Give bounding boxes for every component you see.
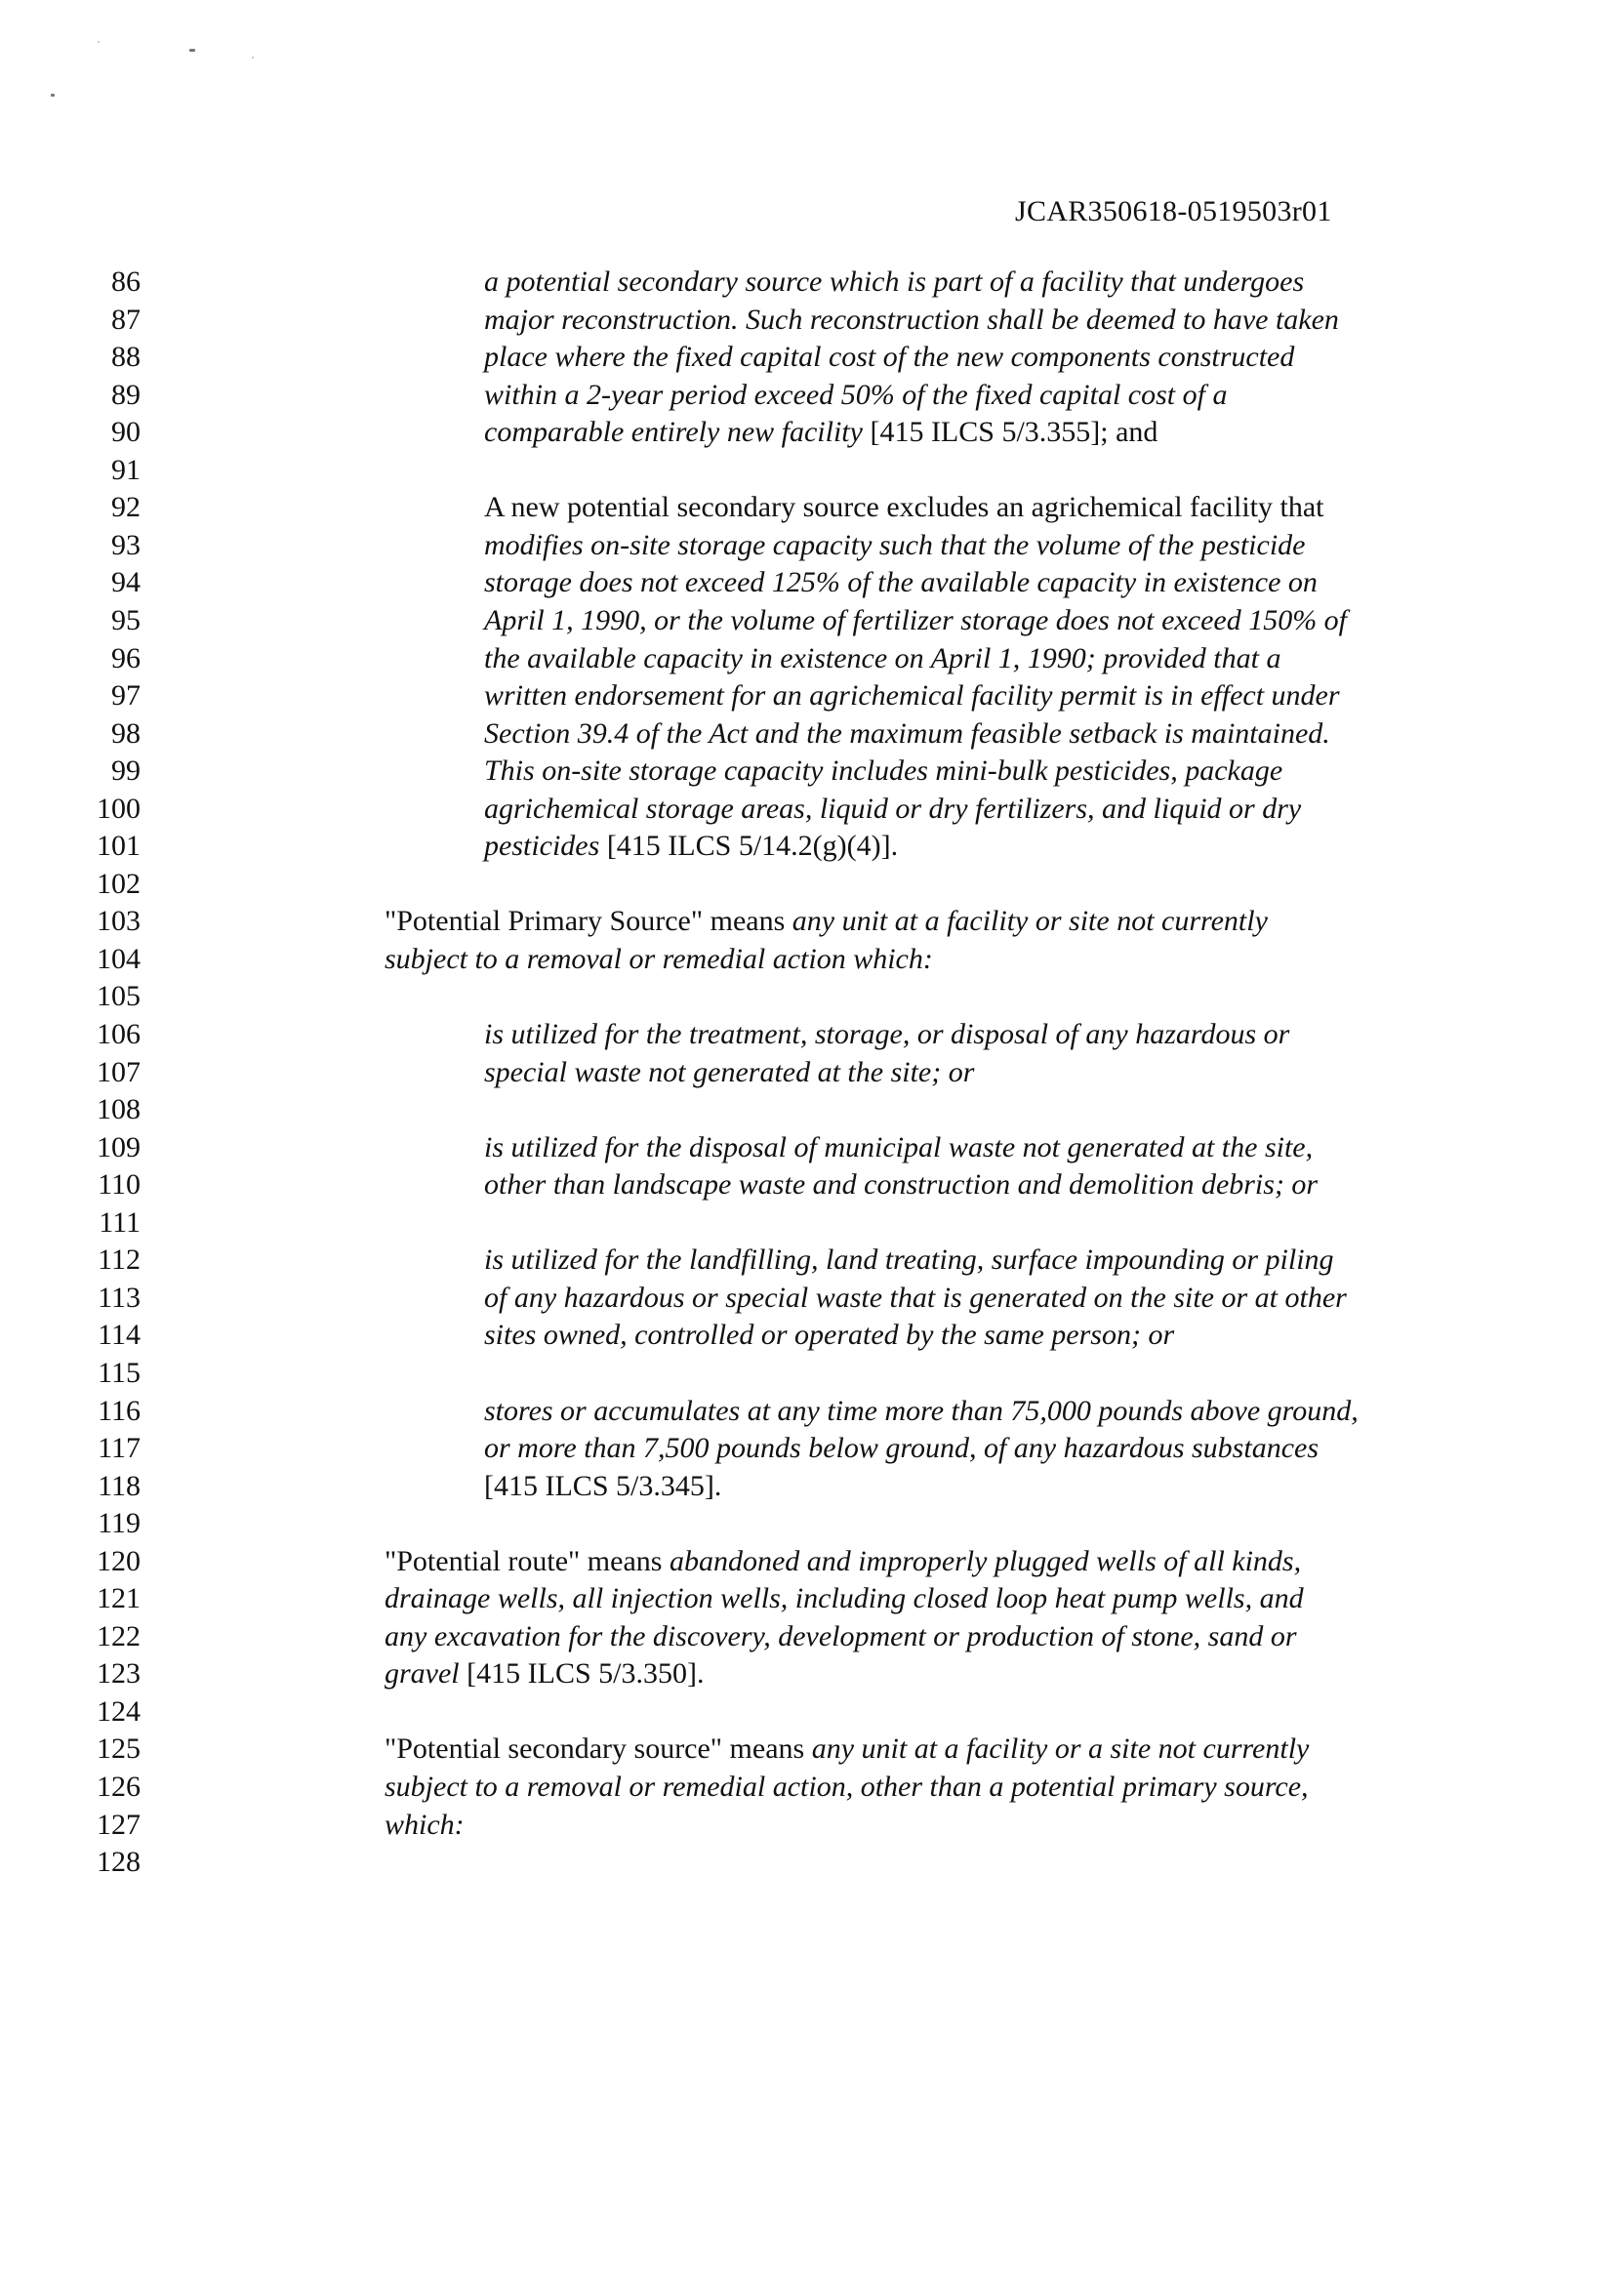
document-line (0, 903, 1624, 940)
line-number: 96 (111, 641, 141, 674)
italic-text: or more than 7,500 pounds below ground, of any hazardous substances (484, 1432, 1319, 1465)
line-number: 95 (111, 603, 141, 636)
document-line (0, 1355, 1624, 1392)
document-line (0, 1430, 1624, 1467)
document-line (0, 1655, 1624, 1692)
line-number: 106 (97, 1018, 141, 1050)
document-line (0, 1807, 1624, 1844)
document-line (0, 828, 1624, 865)
line-text (484, 489, 1324, 526)
line-number: 114 (98, 1319, 141, 1352)
line-text (484, 1016, 1289, 1053)
line-text (385, 941, 933, 978)
italic-text: any unit at a facility or site not currently (792, 905, 1268, 938)
line-text (385, 1731, 1309, 1768)
italic-text: abandoned and improperly plugged wells of all kinds, (669, 1544, 1302, 1577)
line-text (484, 1242, 1334, 1279)
document-line (0, 1091, 1624, 1128)
line-number: 120 (97, 1544, 141, 1577)
document-line (0, 602, 1624, 639)
line-text (484, 1393, 1359, 1430)
document-line (0, 1618, 1624, 1655)
scan-speck (51, 94, 55, 97)
line-text (484, 791, 1301, 828)
document-line (0, 1844, 1624, 1881)
line-text (484, 753, 1282, 790)
italic-text: April 1, 1990, or the volume of fertilizer storage does not exceed 150% of (484, 603, 1348, 636)
line-number: 97 (111, 679, 141, 713)
line-text (484, 1054, 974, 1091)
italic-text: is utilized for the disposal of municipal waste not generated at the site, (484, 1130, 1314, 1163)
italic-text: is utilized for the landfilling, land treating, surface impounding or piling (484, 1243, 1334, 1277)
line-text (484, 1166, 1318, 1203)
italic-text: within a 2-year period exceed 50% of the fixed capital cost of a (484, 378, 1228, 411)
line-text (484, 1129, 1313, 1166)
line-text (484, 715, 1330, 753)
line-number: 89 (111, 378, 141, 411)
italic-text: place where the fixed capital cost of the new components constructed (484, 341, 1295, 374)
line-number: 102 (97, 867, 141, 900)
line-text (484, 1468, 721, 1505)
line-number: 92 (111, 491, 141, 524)
document-line (0, 489, 1624, 526)
line-number: 93 (111, 528, 141, 561)
document-line (0, 414, 1624, 451)
line-number: 128 (97, 1846, 141, 1879)
italic-text: the available capacity in existence on April 1, 1990; provided that a (484, 641, 1281, 674)
line-text (385, 1543, 1301, 1580)
line-text (484, 1430, 1319, 1467)
line-number: 123 (97, 1657, 141, 1691)
document-line (0, 640, 1624, 677)
line-number: 104 (97, 942, 141, 975)
scan-speck (98, 41, 100, 43)
document-line (0, 1242, 1624, 1279)
line-text (385, 1655, 704, 1692)
line-number: 117 (98, 1432, 141, 1465)
italic-text: which: (385, 1808, 465, 1841)
line-text (484, 564, 1318, 601)
line-number: 100 (97, 792, 141, 825)
line-number: 86 (111, 265, 141, 298)
document-line (0, 1731, 1624, 1768)
line-number: 107 (97, 1055, 141, 1088)
document-line (0, 1693, 1624, 1731)
line-number: 99 (111, 754, 141, 788)
scan-speck (189, 49, 195, 52)
italic-text: agrichemical storage areas, liquid or dry fertilizers, and liquid or dry (484, 792, 1302, 825)
document-line (0, 978, 1624, 1015)
line-number: 126 (97, 1771, 141, 1803)
italic-text: written endorsement for an agrichemical facility permit is in effect under (484, 679, 1340, 713)
line-text (484, 264, 1304, 301)
document-line (0, 677, 1624, 714)
document-line (0, 941, 1624, 978)
line-text (484, 527, 1305, 564)
roman-text: [415 ILCS 5/3.345]. (484, 1469, 722, 1502)
document-line (0, 1054, 1624, 1091)
line-text (484, 302, 1339, 339)
line-number: 88 (111, 341, 141, 374)
roman-text: [415 ILCS 5/14.2(g)(4)]. (599, 830, 899, 863)
line-text (385, 1618, 1297, 1655)
line-number: 118 (98, 1469, 141, 1502)
italic-text: sites owned, controlled or operated by the same person; or (484, 1319, 1175, 1352)
line-number: 90 (111, 416, 141, 449)
line-number: 119 (98, 1507, 141, 1540)
line-number: 109 (97, 1130, 141, 1163)
italic-text: stores or accumulates at any time more than 75,000 pounds above ground, (484, 1394, 1359, 1427)
roman-text: "Potential Primary Source" means (385, 905, 792, 938)
document-line (0, 1129, 1624, 1166)
line-text (385, 1807, 465, 1844)
document-line (0, 452, 1624, 489)
italic-text: subject to a removal or remedial action which: (385, 942, 933, 975)
roman-text: A new potential secondary source excludes an agrichemical facility that (484, 491, 1324, 524)
line-text (484, 677, 1340, 714)
roman-text: "Potential secondary source" means (385, 1732, 812, 1766)
line-number: 121 (97, 1582, 141, 1615)
document-line (0, 339, 1624, 376)
document-line (0, 302, 1624, 339)
italic-text: major reconstruction. Such reconstruction shall be deemed to have taken (484, 303, 1339, 336)
italic-text: drainage wells, all injection wells, including closed loop heat pump wells, and (385, 1582, 1304, 1615)
italic-text: gravel (385, 1657, 460, 1691)
line-number: 113 (98, 1281, 141, 1314)
italic-text: Section 39.4 of the Act and the maximum feasible setback is maintained. (484, 716, 1330, 750)
document-line (0, 264, 1624, 301)
italic-text: of any hazardous or special waste that is generated on the site or at other (484, 1281, 1347, 1314)
italic-text: storage does not exceed 125% of the available capacity in existence on (484, 566, 1318, 599)
line-number: 98 (111, 716, 141, 750)
document-line (0, 1166, 1624, 1203)
line-text (484, 339, 1294, 376)
line-number: 116 (98, 1394, 141, 1427)
document-id-header: JCAR350618-0519503r01 (1015, 195, 1332, 227)
roman-text: [415 ILCS 5/3.355]; and (862, 416, 1158, 449)
document-line (0, 527, 1624, 564)
line-text (484, 1317, 1174, 1354)
document-line (0, 1280, 1624, 1317)
italic-text: modifies on-site storage capacity such that the volume of the pesticide (484, 528, 1306, 561)
line-number: 112 (98, 1243, 141, 1277)
document-line (0, 1468, 1624, 1505)
line-number: 101 (97, 830, 141, 863)
italic-text: other than landscape waste and construction and demolition debris; or (484, 1168, 1319, 1202)
line-text (484, 828, 898, 865)
document-line (0, 377, 1624, 414)
document-line (0, 866, 1624, 903)
line-number: 115 (98, 1356, 141, 1389)
document-line (0, 1580, 1624, 1617)
italic-text: pesticides (484, 830, 600, 863)
italic-text: any unit at a facility or a site not currently (811, 1732, 1310, 1766)
document-line (0, 1393, 1624, 1430)
document-line (0, 1016, 1624, 1053)
line-text (385, 1580, 1304, 1617)
line-number: 94 (111, 566, 141, 599)
line-number: 87 (111, 303, 141, 336)
italic-text: is utilized for the treatment, storage, or disposal of any hazardous or (484, 1018, 1290, 1050)
line-number: 105 (97, 980, 141, 1013)
document-line (0, 1505, 1624, 1542)
line-text (484, 414, 1157, 451)
line-number: 111 (99, 1205, 141, 1239)
line-number: 127 (97, 1808, 141, 1841)
line-number: 125 (97, 1732, 141, 1766)
line-text (484, 1280, 1347, 1317)
italic-text: any excavation for the discovery, development or production of stone, sand or (385, 1619, 1297, 1652)
italic-text: a potential secondary source which is part of a facility that undergoes (484, 265, 1305, 298)
roman-text: [415 ILCS 5/3.350]. (459, 1657, 705, 1691)
line-text (385, 1769, 1309, 1806)
document-line (0, 564, 1624, 601)
line-text (484, 602, 1347, 639)
line-number: 108 (97, 1093, 141, 1126)
line-text (484, 377, 1227, 414)
document-line (0, 1543, 1624, 1580)
line-number: 124 (97, 1694, 141, 1728)
italic-text: special waste not generated at the site; or (484, 1055, 975, 1088)
document-line (0, 715, 1624, 753)
line-text (385, 903, 1268, 940)
italic-text: subject to a removal or remedial action, other than a potential primary source, (385, 1771, 1309, 1803)
line-number: 103 (97, 905, 141, 938)
document-line (0, 1317, 1624, 1354)
roman-text: "Potential route" means (385, 1544, 670, 1577)
line-number: 91 (111, 453, 141, 486)
document-line (0, 791, 1624, 828)
line-number: 110 (98, 1168, 141, 1202)
italic-text: comparable entirely new facility (484, 416, 863, 449)
italic-text: This on-site storage capacity includes mini-bulk pesticides, package (484, 754, 1283, 788)
document-line (0, 1204, 1624, 1242)
document-line (0, 753, 1624, 790)
scan-speck (252, 57, 254, 59)
line-number: 122 (97, 1619, 141, 1652)
line-text (484, 640, 1280, 677)
document-line (0, 1769, 1624, 1806)
